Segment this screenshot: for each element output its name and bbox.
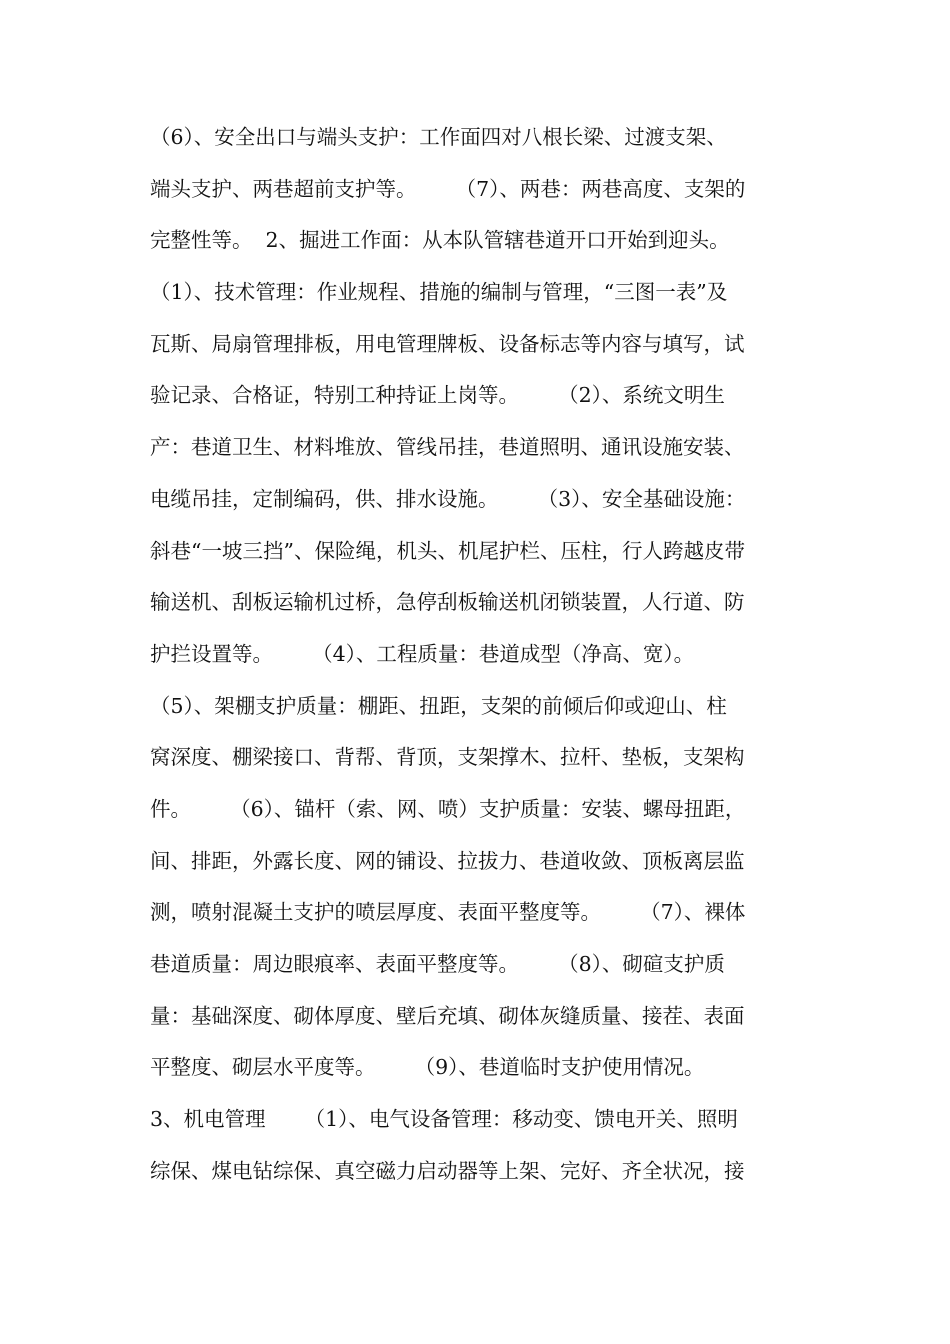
text-line: 瓦斯、局扇管理排板，用电管理牌板、设备标志等内容与填写，试 — [150, 331, 745, 356]
text-line: 量：基础深度、砌体厚度、壁后充填、砌体灰缝质量、接茬、表面 — [150, 1003, 745, 1028]
text-line: 平整度、砌层水平度等。 （9）、巷道临时支护使用情况。 — [150, 1055, 705, 1080]
text-line: 巷道质量：周边眼痕率、表面平整度等。 （8）、砌碹支护质 — [150, 952, 725, 976]
text-line: 件。 （6）、锚杆（索、网、喷）支护质量：安装、螺母扭距， — [150, 796, 746, 821]
text-line: 护拦设置等。 （4）、工程质量：巷道成型（净高、宽）。 — [150, 641, 695, 666]
text-line: 综保、煤电钻综保、真空磁力启动器等上架、完好、齐全状况，接 — [150, 1158, 745, 1183]
text-line: 电缆吊挂，定制编码，供、排水设施。 （3）、安全基础设施： — [150, 486, 746, 511]
text-line: （5）、架棚支护质量：棚距、扭距，支架的前倾后仰或迎山、柱 — [150, 693, 727, 718]
text-line: 斜巷“一坡三挡”、保险绳，机头、机尾护栏、压柱，行人跨越皮带 — [150, 538, 745, 563]
text-line: 输送机、刮板运输机过桥，急停刮板输送机闭锁装置，人行道、防 — [150, 590, 745, 615]
text-line: 间、排距，外露长度、网的铺设、拉拔力、巷道收敛、顶板离层监 — [150, 848, 745, 873]
text-line: 窝深度、棚梁接口、背帮、背顶，支架撑木、拉杆、垫板，支架构 — [150, 745, 745, 770]
text-line: 3、机电管理 （1）、电气设备管理：移动变、馈电开关、照明 — [150, 1107, 738, 1132]
document-body — [150, 112, 810, 1197]
text-line: 产：巷道卫生、材料堆放、管线吊挂，巷道照明、通讯设施安装、 — [150, 435, 745, 460]
text-line: （1）、技术管理：作业规程、措施的编制与管理，“三图一表”及 — [150, 280, 728, 305]
text-line: 测，喷射混凝土支护的喷层厚度、表面平整度等。 （7）、裸体 — [150, 900, 746, 925]
text-line: （6）、安全出口与端头支护：工作面四对八根长梁、过渡支架、 — [150, 125, 727, 149]
text-line: 验记录、合格证，特别工种持证上岗等。 （2）、系统文明生 — [150, 383, 725, 408]
text-line: 完整性等。 2、掘进工作面：从本队管辖巷道开口开始到迎头。 — [150, 228, 730, 253]
text-line: 端头支护、两巷超前支护等。 （7）、两巷：两巷高度、支架的 — [150, 176, 746, 201]
